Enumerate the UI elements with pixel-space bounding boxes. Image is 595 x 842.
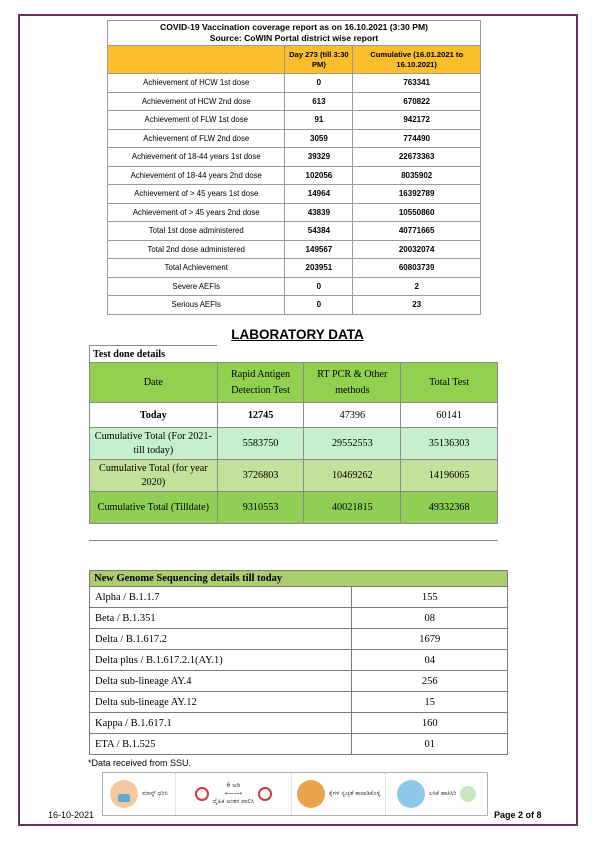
lab-cell-rat: 3726803	[217, 460, 304, 492]
footer-date: 16-10-2021	[48, 810, 95, 820]
vaccination-row	[108, 129, 481, 148]
genome-heading: New Genome Sequencing details till today	[90, 571, 508, 587]
vaccination-row	[108, 148, 481, 167]
test-done-details-label: Test done details	[90, 346, 218, 363]
lab-header-rapid-antigen: Rapid Antigen Detection Test	[217, 363, 304, 403]
lab-row-cumulative-2020	[90, 460, 498, 492]
vaccination-row	[108, 74, 481, 93]
vaccination-row-label: Severe AEFIs	[108, 277, 285, 296]
genome-row	[90, 629, 508, 650]
lab-cell-total: 14196065	[401, 460, 498, 492]
vaccination-icon	[397, 780, 425, 808]
lab-cell-date: Cumulative Total (For 2021- till today)	[90, 428, 218, 460]
arrow-icon: ⟵⟶	[224, 790, 242, 797]
vaccination-row-label: Achievement of 18-44 years 1st dose	[108, 148, 285, 167]
genome-variant-count: 160	[352, 713, 508, 734]
vaccination-row	[108, 222, 481, 241]
vaccination-row-day: 3059	[285, 129, 353, 148]
genome-variant-count: 04	[352, 650, 508, 671]
genome-row	[90, 734, 508, 755]
vaccination-row-cumulative: 8035902	[353, 166, 481, 185]
vaccination-row-day: 149567	[285, 240, 353, 259]
vaccination-row-label: Serious AEFIs	[108, 296, 285, 315]
genome-row	[90, 671, 508, 692]
banner-vaccinate	[386, 773, 487, 815]
vaccination-row-cumulative: 22673363	[353, 148, 481, 167]
genome-row	[90, 650, 508, 671]
lab-cell-total: 60141	[401, 403, 498, 428]
genome-table	[89, 570, 508, 755]
vaccination-source-line: Source: CoWIN Portal district wise report	[209, 33, 379, 43]
vaccination-row	[108, 185, 481, 204]
vaccination-row-cumulative: 670822	[353, 92, 481, 111]
person-icon	[195, 787, 209, 801]
vaccination-row-label: Achievement of FLW 1st dose	[108, 111, 285, 130]
banner-wear-mask	[103, 773, 176, 815]
lab-cell-rtpcr: 10469262	[304, 460, 401, 492]
vaccination-header-cumulative: Cumulative (16.01.2021 to 16.10.2021)	[353, 46, 481, 74]
genome-variant-count: 08	[352, 608, 508, 629]
vaccination-row-cumulative: 942172	[353, 111, 481, 130]
vaccination-row-cumulative: 60803739	[353, 259, 481, 278]
lab-cell-rtpcr: 40021815	[304, 492, 401, 524]
lab-row-cumulative-tilldate	[90, 492, 498, 524]
banner-hand-hygiene-text: ಕೈಗಳ ಸ್ವಚ್ಛತೆ ಕಾಪಾಡಿಕೊಳ್ಳಿ	[328, 790, 381, 797]
vaccination-row-day: 43839	[285, 203, 353, 222]
vaccination-row-label: Achievement of HCW 2nd dose	[108, 92, 285, 111]
vaccination-row	[108, 203, 481, 222]
lab-cell-date: Cumulative Total (for year 2020)	[90, 460, 218, 492]
vaccination-row-label: Total Achievement	[108, 259, 285, 278]
vaccination-row-label: Achievement of FLW 2nd dose	[108, 129, 285, 148]
genome-variant-name: ETA / B.1.525	[90, 734, 352, 755]
lab-cell-date: Cumulative Total (Tilldate)	[90, 492, 218, 524]
genome-variant-name: Kappa / B.1.617.1	[90, 713, 352, 734]
genome-variant-name: Delta sub-lineage AY.12	[90, 692, 352, 713]
vaccination-row-day: 39329	[285, 148, 353, 167]
vaccination-row-label: Achievement of > 45 years 2nd dose	[108, 203, 285, 222]
lab-header-rtpcr: RT PCR & Other methods	[304, 363, 401, 403]
vaccination-table	[107, 20, 481, 315]
lab-cell-rtpcr: 47396	[304, 403, 401, 428]
vaccination-row	[108, 92, 481, 111]
lab-bottom-rule	[89, 540, 498, 542]
lab-cell-rat: 5583750	[217, 428, 304, 460]
banner-distance	[176, 773, 292, 815]
lab-cell-total: 35136303	[401, 428, 498, 460]
genome-variant-count: 01	[352, 734, 508, 755]
vaccination-row-label: Achievement of HCW 1st dose	[108, 74, 285, 93]
genome-row	[90, 692, 508, 713]
data-source-note: *Data received from SSU.	[88, 758, 192, 768]
genome-variant-count: 15	[352, 692, 508, 713]
lab-header-total: Total Test	[401, 363, 498, 403]
vaccination-row-label: Total 2nd dose administered	[108, 240, 285, 259]
genome-variant-count: 155	[352, 587, 508, 608]
lab-cell-rtpcr: 29552553	[304, 428, 401, 460]
laboratory-table	[89, 345, 498, 524]
genome-variant-count: 1679	[352, 629, 508, 650]
genome-variant-name: Delta plus / B.1.617.2.1(AY.1)	[90, 650, 352, 671]
vaccination-row-day: 54384	[285, 222, 353, 241]
hand-wash-icon	[297, 780, 325, 808]
vaccination-header-blank	[108, 46, 285, 74]
covid-appropriate-behaviour-banner	[102, 772, 488, 816]
vaccination-row	[108, 277, 481, 296]
vaccination-row-cumulative: 16392789	[353, 185, 481, 204]
vaccination-row	[108, 259, 481, 278]
banner-distance-top: 6 ಅಡಿ	[226, 782, 241, 789]
banner-hand-hygiene	[292, 773, 386, 815]
vaccination-row	[108, 111, 481, 130]
lab-row-today	[90, 403, 498, 428]
test-done-details-blank	[217, 346, 497, 363]
lab-cell-rat: 9310553	[217, 492, 304, 524]
vaccination-row-cumulative: 20032074	[353, 240, 481, 259]
genome-row	[90, 713, 508, 734]
vaccination-row-day: 613	[285, 92, 353, 111]
lab-cell-date: Today	[90, 403, 218, 428]
vaccination-row-cumulative: 40771665	[353, 222, 481, 241]
syringe-icon	[460, 786, 476, 802]
vaccination-title-line1: COVID-19 Vaccination coverage report as on 16.10.2021 (3:30 PM)	[160, 22, 428, 32]
genome-variant-name: Beta / B.1.351	[90, 608, 352, 629]
genome-variant-name: Delta sub-lineage AY.4	[90, 671, 352, 692]
vaccination-header-day: Day 273 (till 3:30 PM)	[285, 46, 353, 74]
vaccination-row	[108, 296, 481, 315]
banner-wear-mask-text: ಮಾಸ್ಕ್ ಧರಿಸಿ	[142, 790, 168, 797]
vaccination-title	[108, 21, 481, 46]
vaccination-row	[108, 240, 481, 259]
vaccination-row-label: Achievement of 18-44 years 2nd dose	[108, 166, 285, 185]
vaccination-row-cumulative: 763341	[353, 74, 481, 93]
genome-row	[90, 587, 508, 608]
banner-vaccinate-text: ಲಸಿಕೆ ಹಾಕಿಸಿರಿ	[428, 790, 457, 797]
vaccination-row-day: 0	[285, 277, 353, 296]
vaccination-row-cumulative: 2	[353, 277, 481, 296]
vaccination-row	[108, 166, 481, 185]
vaccination-row-day: 203951	[285, 259, 353, 278]
genome-variant-count: 256	[352, 671, 508, 692]
vaccination-row-cumulative: 774490	[353, 129, 481, 148]
genome-row	[90, 608, 508, 629]
banner-distance-text	[213, 782, 255, 806]
genome-variant-name: Delta / B.1.617.2	[90, 629, 352, 650]
vaccination-row-label: Total 1st dose administered	[108, 222, 285, 241]
vaccination-row-label: Achievement of > 45 years 1st dose	[108, 185, 285, 204]
banner-distance-bottom: ದೈಹಿಕ ಅಂತರ ಪಾಲಿಸಿ	[212, 798, 255, 805]
vaccination-row-day: 14964	[285, 185, 353, 204]
lab-header-date: Date	[90, 363, 218, 403]
vaccination-row-day: 0	[285, 296, 353, 315]
genome-variant-name: Alpha / B.1.1.7	[90, 587, 352, 608]
lab-row-cumulative-2021	[90, 428, 498, 460]
person-icon	[258, 787, 272, 801]
vaccination-row-cumulative: 23	[353, 296, 481, 315]
lab-cell-total: 49332368	[401, 492, 498, 524]
vaccination-row-day: 0	[285, 74, 353, 93]
laboratory-data-heading: LABORATORY DATA	[231, 327, 364, 342]
vaccination-row-cumulative: 10550860	[353, 203, 481, 222]
vaccination-row-day: 102056	[285, 166, 353, 185]
mask-people-icon	[110, 780, 138, 808]
footer-page-number: Page 2 of 8	[494, 810, 542, 820]
lab-cell-rat: 12745	[217, 403, 304, 428]
vaccination-row-day: 91	[285, 111, 353, 130]
